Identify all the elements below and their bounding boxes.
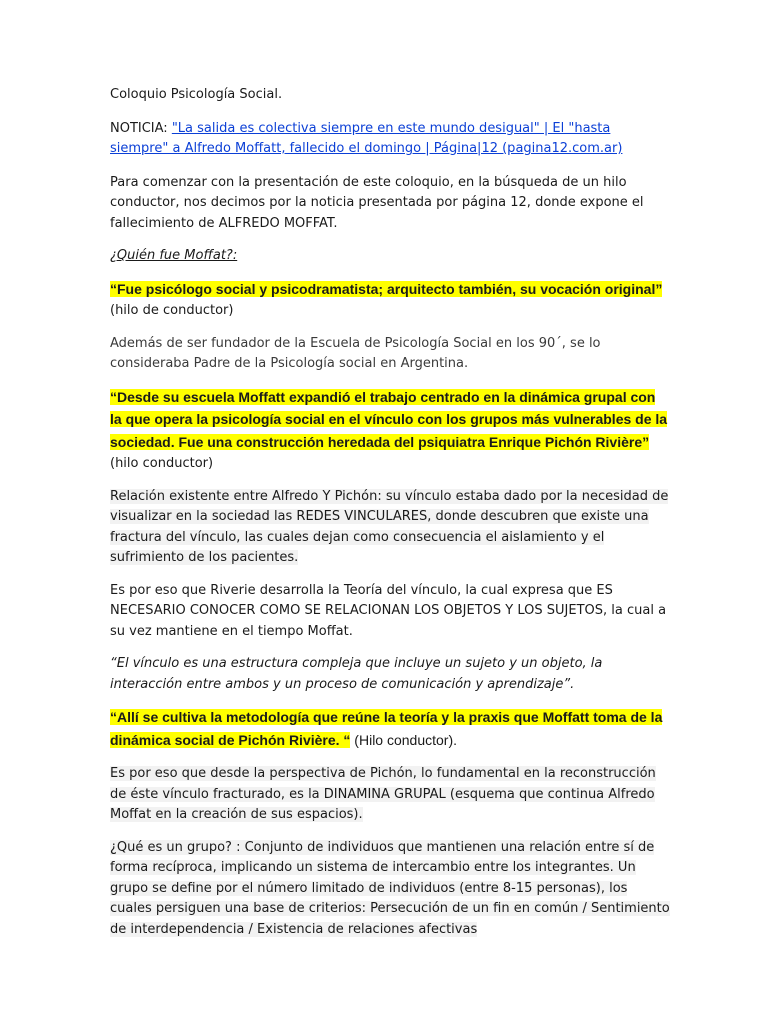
quote-3-note: (Hilo conductor). <box>350 731 458 748</box>
quote-1-highlight: “Fue psicólogo social y psicodramatista; arquitecto también, su vocación original” <box>110 280 663 297</box>
founder-paragraph: Además de ser fundador de la Escuela de Psicología Social en los 90´, se lo consideraba Padre de la Psicología social en Argentina. <box>110 335 601 371</box>
news-label: NOTICIA: <box>110 120 172 136</box>
quote-1 <box>110 279 670 322</box>
intro-paragraph: Para comenzar con la presentación de este coloquio, en la búsqueda de un hilo conductor, nos decimos por la noticia presentada por página 12, donde expone el fallecimiento de ALFREDO MOFFAT. <box>110 174 644 231</box>
group-definition-paragraph <box>110 838 670 941</box>
relation-text: Relación existente entre Alfredo Y Pichón: su vínculo estaba dado por la necesidad de visualizar en la sociedad las REDES VINCULARES, donde descubren que existe una fractura del vínculo, las cuales dejan como consecuencia el aislamiento y el sufrimiento de los pacientes. <box>110 488 669 565</box>
quote-2-highlight: “Desde su escuela Moffatt expandió el trabajo centrado en la dinámica grupal con la que opera la psicología social en el vínculo con los grupos más vulnerables de la sociedad. Fue una construcción heredada del psiquiatra Enrique Pichón Rivière” <box>110 388 668 450</box>
quote-2 <box>110 387 670 475</box>
definition-quote: “El vínculo es una estructura compleja que incluye un sujeto y un objeto, la interacción entre ambos y un proceso de comunicación y aprendizaje”. <box>110 656 603 692</box>
quote-3 <box>110 707 670 752</box>
news-link[interactable]: "La salida es colectiva siempre en este mundo desigual" | El "hasta siempre" a Alfredo Moffatt, fallecido el domingo | Página|12 (pagina12.com.ar) <box>110 120 623 156</box>
news-paragraph <box>110 119 670 160</box>
document-body <box>110 85 670 952</box>
document-title: Coloquio Psicología Social. <box>110 87 283 102</box>
quote-3-highlight: “Allí se cultiva la metodología que reúne la teoría y la praxis que Moffatt toma de la dinámica social de Pichón Rivière. “ <box>110 709 663 748</box>
theory-paragraph: Es por eso que Riverie desarrolla la Teoría del vínculo, la cual expresa que ES NECESARIO CONOCER COMO SE RELACIONAN LOS OBJETOS Y LOS SUJETOS, la cual a su vez mantiene en el tiempo Moffat. <box>110 582 667 639</box>
group-definition-text: ¿Qué es un grupo? : Conjunto de individuos que mantienen una relación entre sí de forma recíproca, implicando un sistema de intercambio entre los integrantes. Un grupo se define por el número limitado de individuos (entre 8-15 personas), los cuales persiguen una base de criterios: Persecución de un fin en común / Sentimiento de interdependencia / Existencia de relaciones afectivas <box>110 839 670 937</box>
question-who-heading: ¿Quién fue Moffat?: <box>110 248 238 263</box>
perspective-paragraph <box>110 764 670 826</box>
perspective-text: Es por eso que desde la perspectiva de Pichón, lo fundamental en la reconstrucción de éste vínculo fracturado, es la DINAMINA GRUPAL (esquema que continua Alfredo Moffat en la creación de sus espacios). <box>110 766 656 822</box>
quote-2-note: (hilo conductor) <box>110 456 214 471</box>
relation-paragraph <box>110 487 670 569</box>
quote-1-note: (hilo de conductor) <box>110 303 234 318</box>
